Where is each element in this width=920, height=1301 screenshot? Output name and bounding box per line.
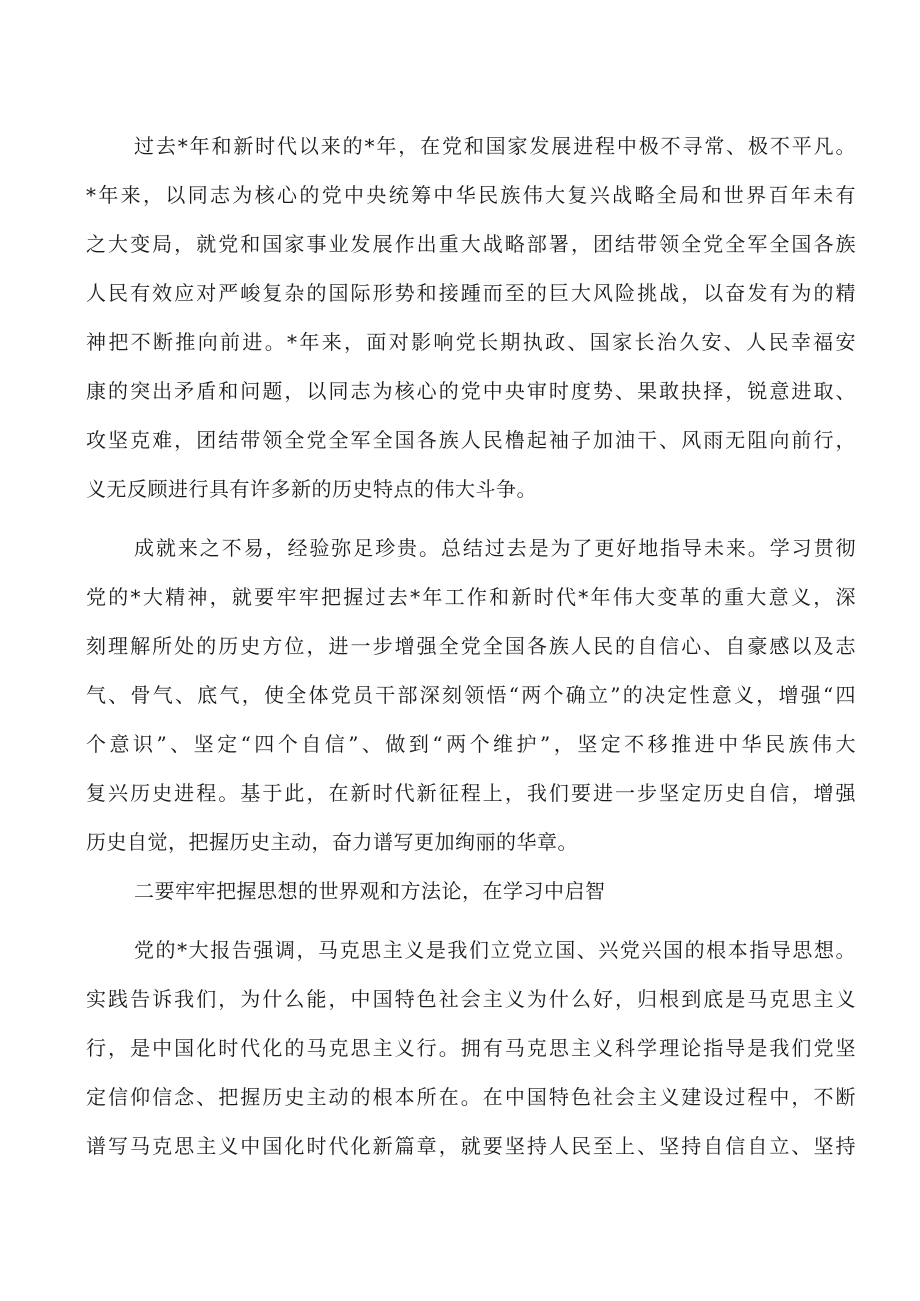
paragraph-line: 实践告诉我们，为什么能，中国特色社会主义为什么好，归根到底是马克思主义 [86,987,856,1011]
paragraph-line: 康的突出矛盾和问题，以同志为核心的党中央审时度势、果敢抉择，锐意进取、 [86,379,856,403]
paragraph-line: 历史自觉，把握历史主动，奋力谱写更加绚丽的华章。 [86,830,578,854]
paragraph-line: 过去*年和新时代以来的*年，在党和国家发展进程中极不寻常、极不平凡。 [134,134,856,158]
paragraph-line: 之大变局，就党和国家事业发展作出重大战略部署，团结带领全党全军全国各族 [86,232,856,256]
paragraph-line: 义无反顾进行具有许多新的历史特点的伟大斗争。 [86,477,537,501]
paragraph-line: 党的*大报告强调，马克思主义是我们立党立国、兴党兴国的根本指导思想。 [134,938,856,962]
paragraph-line: 攻坚克难，团结带领全党全军全国各族人民橹起袖子加油干、风雨无阻向前行， [86,428,856,452]
paragraph-line: 神把不断推向前进。*年来，面对影响党长期执政、国家长治久安、人民幸福安 [86,330,856,354]
paragraph-line: 党的*大精神，就要牢牢把握过去*年工作和新时代*年伟大变革的重大意义，深 [86,585,856,609]
paragraph-line: *年来，以同志为核心的党中央统筹中华民族伟大复兴战略全局和世界百年未有 [86,183,856,207]
paragraph-line: 定信仰信念、把握历史主动的根本所在。在中国特色社会主义建设过程中，不断 [86,1085,856,1109]
paragraph-line: 人民有效应对严峻复杂的国际形势和接踵而至的巨大风险挑战，以奋发有为的精 [86,281,856,305]
paragraph-line: 成就来之不易，经验弥足珍贵。总结过去是为了更好地指导未来。学习贯彻 [134,536,856,560]
paragraph-line: 复兴历史进程。基于此，在新时代新征程上，我们要进一步坚定历史自信，增强 [86,781,856,805]
paragraph-line: 谱写马克思主义中国化时代化新篇章，就要坚持人民至上、坚持自信自立、坚持 [86,1134,856,1158]
paragraph-line: 行，是中国化时代化的马克思主义行。拥有马克思主义科学理论指导是我们党坚 [86,1036,856,1060]
paragraph-line: 个意识”、坚定“四个自信”、做到“两个维护”，坚定不移推进中华民族伟大 [86,732,856,756]
section-heading: 二要牢牢把握思想的世界观和方法论，在学习中启智 [134,879,606,903]
paragraph-line: 刻理解所处的历史方位，进一步增强全党全国各族人民的自信心、自豪感以及志 [86,634,856,658]
paragraph-line: 气、骨气、底气，使全体党员干部深刻领悟“两个确立”的决定性意义，增强“四 [86,683,856,707]
